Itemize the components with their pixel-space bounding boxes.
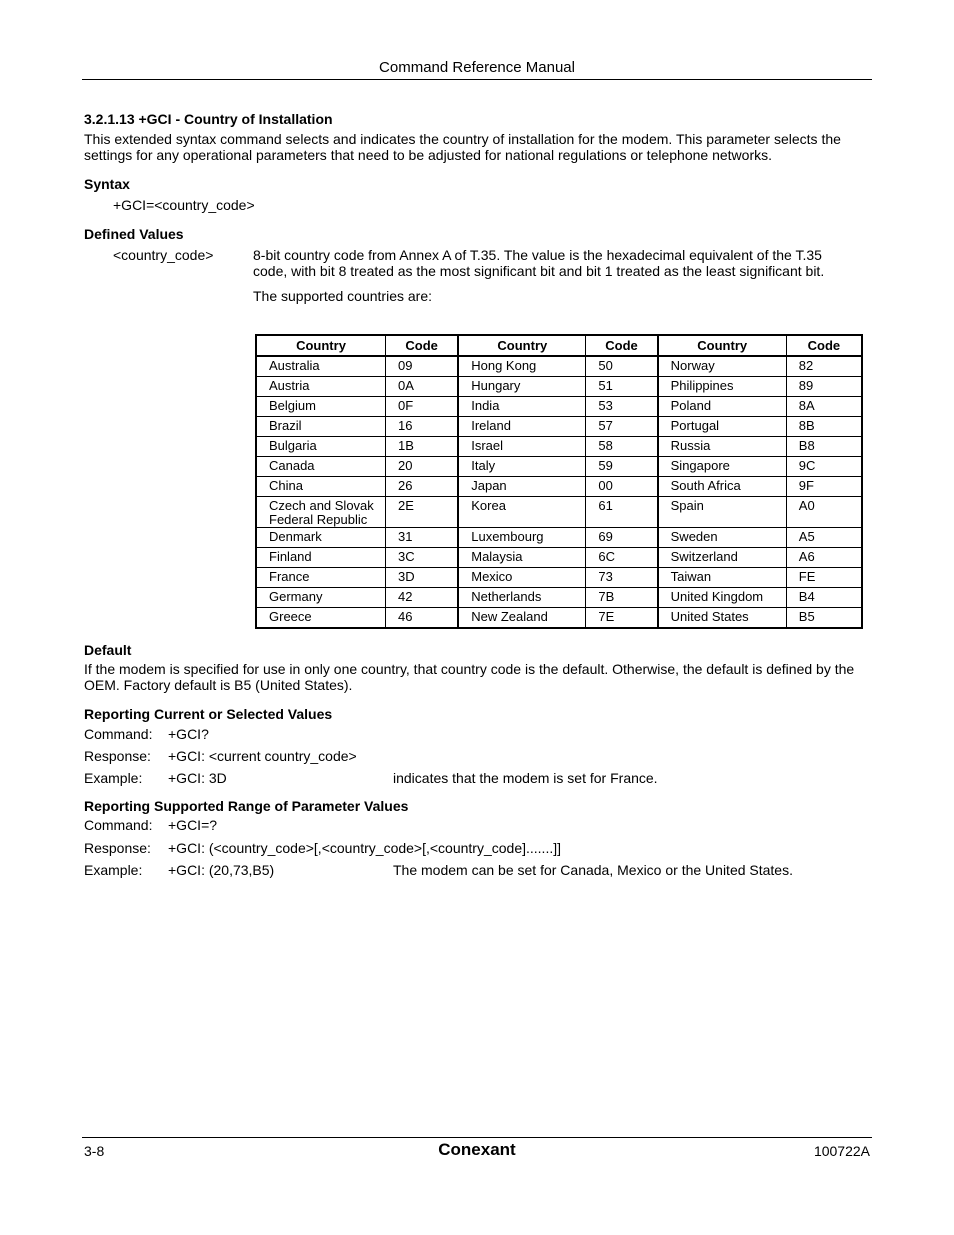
code-cell: 6C xyxy=(586,548,658,568)
example-value: +GCI: (20,73,B5) xyxy=(168,862,275,878)
country-code-table xyxy=(255,334,863,629)
example-note: indicates that the modem is set for France. xyxy=(393,770,658,786)
country-cell: India xyxy=(458,397,586,417)
code-cell: 20 xyxy=(386,457,459,477)
country-cell: Ireland xyxy=(458,417,586,437)
table-row xyxy=(256,417,862,437)
example-label: Example: xyxy=(84,770,143,786)
table-row xyxy=(256,528,862,548)
code-cell: 26 xyxy=(386,477,459,497)
col-header-code: Code xyxy=(786,335,862,356)
command-label: Command: xyxy=(84,817,153,833)
code-cell: 9F xyxy=(786,477,862,497)
footer-rule xyxy=(82,1137,872,1138)
code-cell: 73 xyxy=(586,568,658,588)
country-cell: Portugal xyxy=(658,417,787,437)
table-row xyxy=(256,377,862,397)
table-row xyxy=(256,568,862,588)
response-label: Response: xyxy=(84,840,151,856)
code-cell: 59 xyxy=(586,457,658,477)
country-cell: Brazil xyxy=(256,417,386,437)
running-header: Command Reference Manual xyxy=(379,59,575,76)
code-cell: B5 xyxy=(786,608,862,629)
reporting-range-heading: Reporting Supported Range of Parameter Values xyxy=(84,798,409,814)
code-cell: A0 xyxy=(786,497,862,528)
code-cell: 00 xyxy=(586,477,658,497)
code-cell: B4 xyxy=(786,588,862,608)
country-cell: Spain xyxy=(658,497,787,528)
table-row xyxy=(256,437,862,457)
country-cell: New Zealand xyxy=(458,608,586,629)
col-header-country: Country xyxy=(658,335,787,356)
table-row xyxy=(256,608,862,629)
code-cell: 3C xyxy=(386,548,459,568)
country-cell: Philippines xyxy=(658,377,787,397)
country-cell: Hong Kong xyxy=(458,356,586,377)
code-cell: 42 xyxy=(386,588,459,608)
command-value: +GCI=? xyxy=(168,817,218,833)
country-cell: Malaysia xyxy=(458,548,586,568)
code-cell: 82 xyxy=(786,356,862,377)
table-row xyxy=(256,588,862,608)
code-cell: 7B xyxy=(586,588,658,608)
country-cell: Bulgaria xyxy=(256,437,386,457)
code-cell: 0F xyxy=(386,397,459,417)
default-paragraph: If the modem is specified for use in only one country, that country code is the default. Otherwise, the default is defined by the OEM. Factory default is B5 (United States). xyxy=(84,661,855,693)
supported-countries-text: The supported countries are: xyxy=(253,288,432,304)
country-cell: Singapore xyxy=(658,457,787,477)
page-number: 3-8 xyxy=(84,1143,105,1159)
country-cell: Germany xyxy=(256,588,386,608)
table-row xyxy=(256,477,862,497)
code-cell: 53 xyxy=(586,397,658,417)
table-header-row xyxy=(256,335,862,356)
table-body xyxy=(256,356,862,628)
country-cell: Australia xyxy=(256,356,386,377)
country-cell: Belgium xyxy=(256,397,386,417)
syntax-heading: Syntax xyxy=(84,176,130,192)
country-cell: Norway xyxy=(658,356,787,377)
country-cell: South Africa xyxy=(658,477,787,497)
command-value: +GCI? xyxy=(168,726,209,742)
response-label: Response: xyxy=(84,748,151,764)
response-value: +GCI: (<country_code>[,<country_code>[,<country_code].......]] xyxy=(168,840,562,856)
default-heading: Default xyxy=(84,642,132,658)
table-row xyxy=(256,548,862,568)
country-cell: Hungary xyxy=(458,377,586,397)
country-cell: Finland xyxy=(256,548,386,568)
example-label: Example: xyxy=(84,862,143,878)
country-cell: Korea xyxy=(458,497,586,528)
defined-values-heading: Defined Values xyxy=(84,226,184,242)
intro-paragraph: This extended syntax command selects and indicates the country of installation for the modem. This parameter selects the settings for any operational parameters that need to be adjusted for national regulations or telephone networks. xyxy=(84,131,841,163)
code-cell: 8A xyxy=(786,397,862,417)
section-title: 3.2.1.13 +GCI - Country of Installation xyxy=(84,111,333,127)
example-note: The modem can be set for Canada, Mexico or the United States. xyxy=(393,862,793,878)
country-cell: United Kingdom xyxy=(658,588,787,608)
country-cell: Canada xyxy=(256,457,386,477)
code-cell: 8B xyxy=(786,417,862,437)
code-cell: 1B xyxy=(386,437,459,457)
code-cell: 7E xyxy=(586,608,658,629)
country-cell: United States xyxy=(658,608,787,629)
country-cell: Denmark xyxy=(256,528,386,548)
response-value: +GCI: <current country_code> xyxy=(168,748,357,764)
col-header-code: Code xyxy=(386,335,459,356)
syntax-command: +GCI=<country_code> xyxy=(113,197,255,213)
code-cell: FE xyxy=(786,568,862,588)
code-cell: 57 xyxy=(586,417,658,437)
code-cell: B8 xyxy=(786,437,862,457)
brand-name: Conexant xyxy=(438,1140,516,1159)
reporting-current-heading: Reporting Current or Selected Values xyxy=(84,706,333,722)
country-cell: Israel xyxy=(458,437,586,457)
country-cell: Poland xyxy=(658,397,787,417)
code-cell: 16 xyxy=(386,417,459,437)
code-cell: 89 xyxy=(786,377,862,397)
country-cell: Austria xyxy=(256,377,386,397)
country-cell: Japan xyxy=(458,477,586,497)
code-cell: 9C xyxy=(786,457,862,477)
col-header-country: Country xyxy=(256,335,386,356)
table-row xyxy=(256,356,862,377)
code-cell: 31 xyxy=(386,528,459,548)
country-cell: Switzerland xyxy=(658,548,787,568)
code-cell: 3D xyxy=(386,568,459,588)
code-cell: 69 xyxy=(586,528,658,548)
country-cell: Italy xyxy=(458,457,586,477)
code-cell: 61 xyxy=(586,497,658,528)
country-cell: China xyxy=(256,477,386,497)
table-row xyxy=(256,497,862,528)
code-cell: 2E xyxy=(386,497,459,528)
document-number: 100722A xyxy=(813,1143,870,1159)
country-cell: Greece xyxy=(256,608,386,629)
country-cell: Sweden xyxy=(658,528,787,548)
code-cell: 46 xyxy=(386,608,459,629)
col-header-code: Code xyxy=(586,335,658,356)
country-cell: France xyxy=(256,568,386,588)
table-row xyxy=(256,397,862,417)
code-cell: 51 xyxy=(586,377,658,397)
command-label: Command: xyxy=(84,726,153,742)
code-cell: A5 xyxy=(786,528,862,548)
code-cell: 50 xyxy=(586,356,658,377)
param-name: <country_code> xyxy=(113,247,214,263)
col-header-country: Country xyxy=(458,335,586,356)
country-cell: Mexico xyxy=(458,568,586,588)
param-description: 8-bit country code from Annex A of T.35. The value is the hexadecimal equivalent of the T.35 code, with bit 8 treated as the most significant bit and bit 1 treated as the least significant bit. xyxy=(253,247,825,279)
country-cell: Taiwan xyxy=(658,568,787,588)
code-cell: 0A xyxy=(386,377,459,397)
code-cell: 58 xyxy=(586,437,658,457)
country-cell: Russia xyxy=(658,437,787,457)
code-cell: A6 xyxy=(786,548,862,568)
example-value: +GCI: 3D xyxy=(168,770,227,786)
country-cell: Czech and Slovak Federal Republic xyxy=(256,497,386,528)
header-rule xyxy=(82,79,872,80)
table-row xyxy=(256,457,862,477)
country-cell: Netherlands xyxy=(458,588,586,608)
country-cell: Luxembourg xyxy=(458,528,586,548)
code-cell: 09 xyxy=(386,356,459,377)
